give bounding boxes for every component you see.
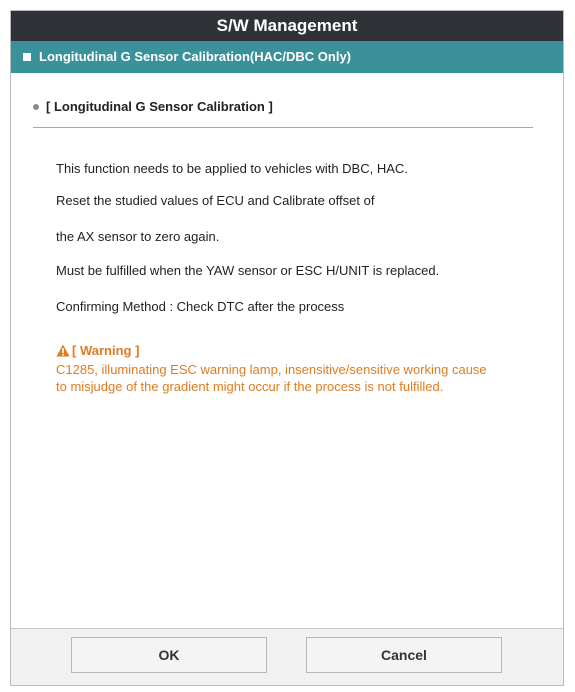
warning-line-2: to misjudge of the gradient might occur if the process is not fulfilled. xyxy=(56,379,444,394)
square-bullet-icon xyxy=(23,53,31,61)
ok-button[interactable]: OK xyxy=(71,637,267,673)
warning-body xyxy=(56,361,536,395)
warning-line-1: C1285, illuminating ESC warning lamp, insensitive/sensitive working cause xyxy=(56,362,487,377)
cancel-button[interactable]: Cancel xyxy=(306,637,502,673)
description-line-4: Must be fulfilled when the YAW sensor or ESC H/UNIT is replaced. xyxy=(56,263,440,278)
warning-title-text: [ Warning ] xyxy=(72,343,140,358)
warning-title xyxy=(56,343,536,358)
function-header xyxy=(11,41,563,73)
description-line-2: Reset the studied values of ECU and Calibrate offset of xyxy=(56,193,375,208)
sw-management-dialog xyxy=(10,10,564,686)
section-heading-text: [ Longitudinal G Sensor Calibration ] xyxy=(46,99,273,114)
dot-bullet-icon xyxy=(33,104,39,110)
content-area xyxy=(11,73,563,629)
warning-triangle-icon xyxy=(56,344,70,357)
function-title: Longitudinal G Sensor Calibration(HAC/DBC Only) xyxy=(39,49,351,64)
section-heading xyxy=(33,99,533,128)
warning-block xyxy=(56,343,536,395)
description-line-5: Confirming Method : Check DTC after the process xyxy=(56,299,345,314)
button-bar xyxy=(11,628,563,685)
description-line-1: This function needs to be applied to vehicles with DBC, HAC. xyxy=(56,161,408,176)
dialog-title: S/W Management xyxy=(11,11,563,41)
description-line-3: the AX sensor to zero again. xyxy=(56,229,220,244)
